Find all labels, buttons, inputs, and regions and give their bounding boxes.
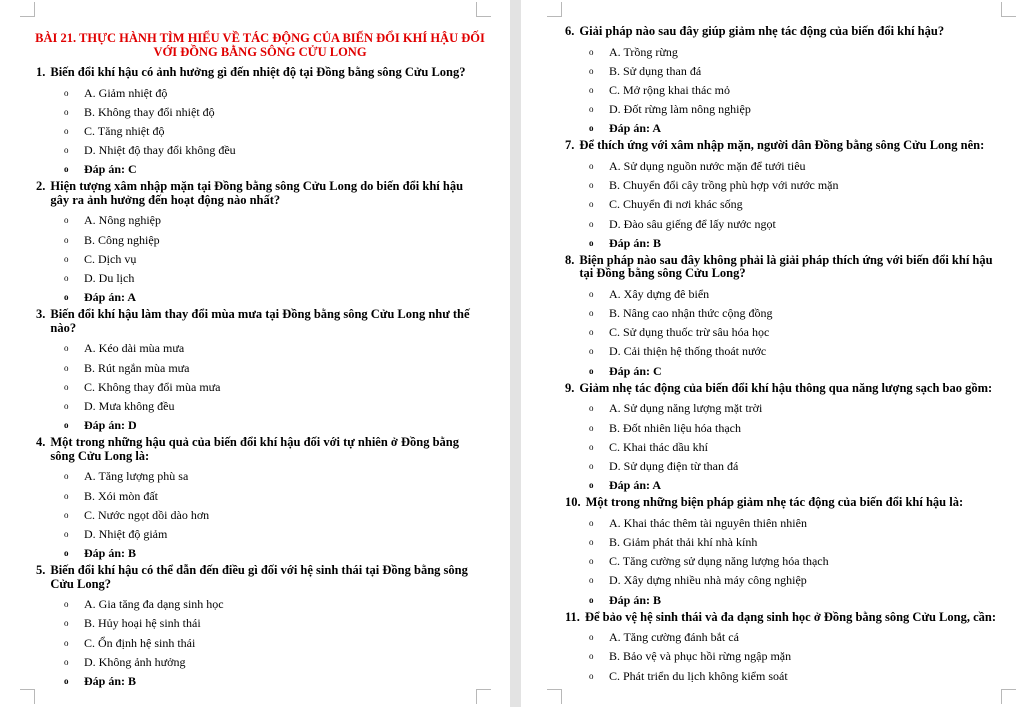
question-list-right <box>565 25 1003 686</box>
bullet-icon: o <box>64 215 69 226</box>
crop-mark <box>547 2 562 17</box>
answer-option <box>64 141 478 160</box>
bullet-icon: o <box>589 651 594 662</box>
answer-key <box>589 234 1003 253</box>
crop-mark <box>547 689 562 704</box>
question-block <box>565 611 1003 686</box>
bullet-icon: o <box>64 548 69 559</box>
answer-text: Đáp án: A <box>84 290 137 305</box>
answer-option <box>589 176 1003 195</box>
options-list <box>36 211 478 307</box>
answer-option <box>589 43 1003 62</box>
answer-option <box>589 100 1003 119</box>
bullet-icon: o <box>64 528 69 539</box>
answer-key <box>64 416 478 435</box>
question-text <box>565 611 1003 625</box>
bullet-icon: o <box>64 164 69 175</box>
bullet-icon: o <box>64 292 69 303</box>
answer-text: Đáp án: B <box>609 592 662 607</box>
page-gap <box>510 0 521 707</box>
bullet-icon: o <box>589 480 594 491</box>
bullet-icon: o <box>589 460 594 471</box>
question-text <box>36 66 478 80</box>
option-text: D. Nhiệt độ giảm <box>84 526 168 541</box>
answer-option <box>589 342 1003 361</box>
option-text: B. Nâng cao nhận thức cộng đồng <box>609 306 773 321</box>
question-prompt: Giảm nhẹ tác động của biến đổi khí hậu thông qua năng lượng sạch bao gồm: <box>579 380 993 395</box>
option-text: B. Xói mòn đất <box>84 488 158 503</box>
option-text: D. Sử dụng điện từ than đá <box>609 458 739 473</box>
question-block <box>36 564 478 691</box>
question-prompt: Một trong những hậu quả của biến đổi khí hậu đối với tự nhiên ở Đồng bằng sông Cửu Long là: <box>50 435 459 463</box>
question-list-left <box>36 66 478 691</box>
bullet-icon: o <box>64 381 69 392</box>
crop-mark <box>1001 2 1016 17</box>
bullet-icon: o <box>64 343 69 354</box>
answer-option <box>589 457 1003 476</box>
bullet-icon: o <box>64 471 69 482</box>
bullet-icon: o <box>64 362 69 373</box>
question-text <box>565 25 1003 39</box>
bullet-icon: o <box>64 656 69 667</box>
document-page-right <box>521 0 1036 707</box>
option-text: A. Tăng cường đánh bắt cá <box>609 630 739 645</box>
option-text: D. Cải thiện hệ thống thoát nước <box>609 344 767 359</box>
answer-text: Đáp án: C <box>609 363 662 378</box>
bullet-icon: o <box>589 594 594 605</box>
options-list <box>565 514 1003 610</box>
question-number: 7. <box>565 138 575 153</box>
bullet-icon: o <box>64 125 69 136</box>
question-text <box>36 436 478 463</box>
option-text: D. Không ảnh hưởng <box>84 654 186 669</box>
bullet-icon: o <box>64 106 69 117</box>
bullet-icon: o <box>589 327 594 338</box>
answer-key <box>64 544 478 563</box>
crop-mark <box>476 2 491 17</box>
answer-option <box>589 571 1003 590</box>
answer-option <box>589 62 1003 81</box>
document-title: BÀI 21. THỰC HÀNH TÌM HIỂU VỀ TÁC ĐỘNG CỦA BIẾN ĐỔI KHÍ HẬU ĐỐI VỚI ĐỒNG BẰNG SÔNG CỬU LONG <box>35 31 485 59</box>
bullet-icon: o <box>589 65 594 76</box>
option-text: C. Sử dụng thuốc trừ sâu hóa học <box>609 325 770 340</box>
question-number: 5. <box>36 563 46 578</box>
option-text: C. Tăng nhiệt độ <box>84 123 165 138</box>
question-number: 2. <box>36 179 46 194</box>
answer-option <box>589 399 1003 418</box>
options-list <box>565 157 1003 253</box>
crop-mark <box>1001 689 1016 704</box>
option-text: B. Giảm phát thải khí nhà kính <box>609 534 758 549</box>
question-text <box>565 254 1003 281</box>
answer-option <box>589 667 1003 686</box>
question-number: 4. <box>36 435 46 450</box>
question-text <box>36 180 478 207</box>
answer-option <box>589 514 1003 533</box>
question-prompt: Một trong những biện pháp giảm nhẹ tác động của biến đổi khí hậu là: <box>585 495 964 510</box>
question-text <box>565 382 1003 396</box>
bullet-icon: o <box>589 218 594 229</box>
crop-mark <box>476 689 491 704</box>
bullet-icon: o <box>64 400 69 411</box>
option-text: B. Sử dụng than đá <box>609 63 702 78</box>
answer-text: Đáp án: B <box>84 546 137 561</box>
bullet-icon: o <box>589 575 594 586</box>
question-number: 8. <box>565 252 575 267</box>
option-text: D. Đốt rừng làm nông nghiệp <box>609 102 751 117</box>
options-list <box>36 595 478 691</box>
question-text <box>36 564 478 591</box>
answer-text: Đáp án: B <box>609 235 662 250</box>
question-text <box>565 496 1003 510</box>
bullet-icon: o <box>64 618 69 629</box>
answer-key <box>589 362 1003 381</box>
question-prompt: Biến đổi khí hậu làm thay đổi mùa mưa tại Đồng bằng sông Cửu Long như thế nào? <box>50 307 470 335</box>
answer-option <box>64 84 478 103</box>
question-block <box>565 496 1003 609</box>
document-page-left <box>0 0 510 707</box>
option-text: A. Sử dụng năng lượng mặt trời <box>609 401 763 416</box>
options-list <box>565 43 1003 139</box>
answer-text: Đáp án: A <box>609 478 662 493</box>
bullet-icon: o <box>589 403 594 414</box>
option-text: C. Chuyển đi nơi khác sống <box>609 197 743 212</box>
question-prompt: Biện pháp nào sau đây không phải là giải pháp thích ứng với biến đổi khí hậu tại Đồng bằng sông Cửu Long? <box>579 252 993 281</box>
bullet-icon: o <box>589 517 594 528</box>
answer-option <box>64 359 478 378</box>
bullet-icon: o <box>589 556 594 567</box>
answer-option <box>589 628 1003 647</box>
bullet-icon: o <box>589 288 594 299</box>
question-block <box>565 139 1003 252</box>
options-list <box>36 84 478 180</box>
answer-key <box>589 476 1003 495</box>
answer-option <box>64 525 478 544</box>
answer-option <box>64 467 478 486</box>
question-number: 9. <box>565 380 575 395</box>
question-prompt: Hiện tượng xâm nhập mặn tại Đồng bằng sông Cửu Long do biến đổi khí hậu gây ra ảnh hưởng đến hoạt động nào nhất? <box>50 179 464 207</box>
bullet-icon: o <box>589 237 594 248</box>
answer-option <box>64 231 478 250</box>
crop-mark <box>20 2 35 17</box>
answer-option <box>589 323 1003 342</box>
option-text: D. Xây dựng nhiều nhà máy công nghiệp <box>609 573 807 588</box>
question-number: 3. <box>36 307 46 322</box>
bullet-icon: o <box>589 308 594 319</box>
option-text: D. Đào sâu giếng để lấy nước ngọt <box>609 216 776 231</box>
option-text: D. Mưa không đều <box>84 398 175 413</box>
answer-option <box>589 195 1003 214</box>
bullet-icon: o <box>64 253 69 264</box>
option-text: C. Mở rộng khai thác mỏ <box>609 82 730 97</box>
option-text: B. Rút ngắn mùa mưa <box>84 360 190 375</box>
bullet-icon: o <box>589 46 594 57</box>
question-block <box>36 436 478 563</box>
answer-text: Đáp án: D <box>84 418 137 433</box>
bullet-icon: o <box>589 536 594 547</box>
options-list <box>36 467 478 563</box>
crop-mark <box>20 689 35 704</box>
option-text: C. Khai thác dầu khí <box>609 439 708 454</box>
bullet-icon: o <box>589 441 594 452</box>
answer-option <box>589 552 1003 571</box>
answer-option <box>64 339 478 358</box>
options-list <box>565 285 1003 381</box>
bullet-icon: o <box>64 145 69 156</box>
question-block <box>565 25 1003 138</box>
bullet-icon: o <box>589 422 594 433</box>
bullet-icon: o <box>589 160 594 171</box>
option-text: C. Dịch vụ <box>84 251 137 266</box>
question-number: 1. <box>36 65 46 79</box>
bullet-icon: o <box>589 180 594 191</box>
question-prompt: Để bảo vệ hệ sinh thái và đa dạng sinh học ở Đồng bằng sông Cửu Long, cần: <box>584 609 996 624</box>
answer-option <box>64 397 478 416</box>
bullet-icon: o <box>589 632 594 643</box>
bullet-icon: o <box>64 676 69 686</box>
answer-option <box>64 378 478 397</box>
question-number: 11. <box>565 609 580 624</box>
question-block <box>565 254 1003 381</box>
answer-option <box>64 250 478 269</box>
answer-option <box>589 304 1003 323</box>
option-text: C. Không thay đổi mùa mưa <box>84 379 221 394</box>
option-text: A. Tăng lượng phù sa <box>84 469 189 484</box>
options-list <box>565 628 1003 686</box>
bullet-icon: o <box>64 87 69 98</box>
option-text: B. Đốt nhiên liệu hóa thạch <box>609 420 741 435</box>
answer-option <box>64 653 478 672</box>
option-text: C. Ổn định hệ sinh thái <box>84 635 196 650</box>
bullet-icon: o <box>589 346 594 357</box>
option-text: A. Nông nghiệp <box>84 213 161 228</box>
option-text: A. Xây dựng đê biển <box>609 286 710 301</box>
answer-option <box>64 614 478 633</box>
bullet-icon: o <box>589 365 594 376</box>
question-block <box>36 308 478 435</box>
answer-key <box>64 288 478 307</box>
option-text: B. Không thay đổi nhiệt độ <box>84 104 215 119</box>
answer-key <box>64 160 478 179</box>
bullet-icon: o <box>589 199 594 210</box>
question-number: 10. <box>565 495 581 510</box>
options-list <box>565 399 1003 495</box>
bullet-icon: o <box>589 123 594 134</box>
answer-option <box>589 81 1003 100</box>
option-text: A. Gia tăng đa dạng sinh học <box>84 597 224 612</box>
option-text: D. Nhiệt độ thay đổi không đều <box>84 143 236 158</box>
answer-option <box>589 533 1003 552</box>
answer-key <box>589 591 1003 610</box>
question-text <box>565 139 1003 153</box>
answer-option <box>64 506 478 525</box>
bullet-icon: o <box>64 420 69 431</box>
question-block <box>36 180 478 307</box>
answer-option <box>64 634 478 653</box>
option-text: B. Công nghiệp <box>84 232 160 247</box>
question-prompt: Giải pháp nào sau đây giúp giảm nhẹ tác động của biến đổi khí hậu? <box>579 24 945 38</box>
bullet-icon: o <box>64 490 69 501</box>
option-text: B. Bảo vệ và phục hồi rừng ngập mặn <box>609 649 792 664</box>
answer-text: Đáp án: C <box>84 162 137 177</box>
option-text: A. Sử dụng nguồn nước mặn để tưới tiêu <box>609 158 806 173</box>
option-text: C. Phát triển du lịch không kiểm soát <box>609 668 788 683</box>
option-text: B. Chuyển đổi cây trồng phù hợp với nước mặn <box>609 178 839 193</box>
answer-option <box>64 103 478 122</box>
answer-option <box>589 157 1003 176</box>
answer-option <box>589 285 1003 304</box>
answer-option <box>589 215 1003 234</box>
question-prompt: Biến đổi khí hậu có thể dẫn đến điều gì đối với hệ sinh thái tại Đồng bằng sông Cửu Long? <box>50 563 468 591</box>
answer-option <box>64 211 478 230</box>
option-text: C. Nước ngọt dồi dào hơn <box>84 507 210 522</box>
bullet-icon: o <box>589 670 594 681</box>
answer-option <box>589 647 1003 666</box>
option-text: A. Giảm nhiệt độ <box>84 85 168 100</box>
answer-option <box>64 122 478 141</box>
question-block <box>565 382 1003 495</box>
option-text: C. Tăng cường sử dụng năng lượng hóa thạch <box>609 554 829 569</box>
question-prompt: Biến đổi khí hậu có ảnh hưởng gì đến nhiệt độ tại Đồng bằng sông Cửu Long? <box>50 65 466 79</box>
options-list <box>36 339 478 435</box>
option-text: A. Trồng rừng <box>609 44 678 59</box>
answer-option <box>64 269 478 288</box>
option-text: A. Kéo dài mùa mưa <box>84 341 185 356</box>
answer-option <box>589 438 1003 457</box>
answer-option <box>64 487 478 506</box>
bullet-icon: o <box>589 104 594 115</box>
answer-key <box>64 672 478 691</box>
bullet-icon: o <box>64 273 69 283</box>
question-block <box>36 66 478 179</box>
answer-option <box>64 595 478 614</box>
option-text: B. Hủy hoại hệ sinh thái <box>84 616 201 631</box>
answer-key <box>589 119 1003 138</box>
bullet-icon: o <box>64 599 69 610</box>
question-text <box>36 308 478 335</box>
bullet-icon: o <box>64 637 69 648</box>
option-text: D. Du lịch <box>84 271 135 285</box>
answer-text: Đáp án: A <box>609 121 662 136</box>
question-number: 6. <box>565 24 575 38</box>
bullet-icon: o <box>64 234 69 245</box>
answer-option <box>589 419 1003 438</box>
option-text: A. Khai thác thêm tài nguyên thiên nhiên <box>609 515 807 530</box>
bullet-icon: o <box>589 84 594 95</box>
bullet-icon: o <box>64 509 69 520</box>
answer-text: Đáp án: B <box>84 674 137 688</box>
question-prompt: Để thích ứng với xâm nhập mặn, người dân Đồng bằng sông Cửu Long nên: <box>579 138 985 153</box>
